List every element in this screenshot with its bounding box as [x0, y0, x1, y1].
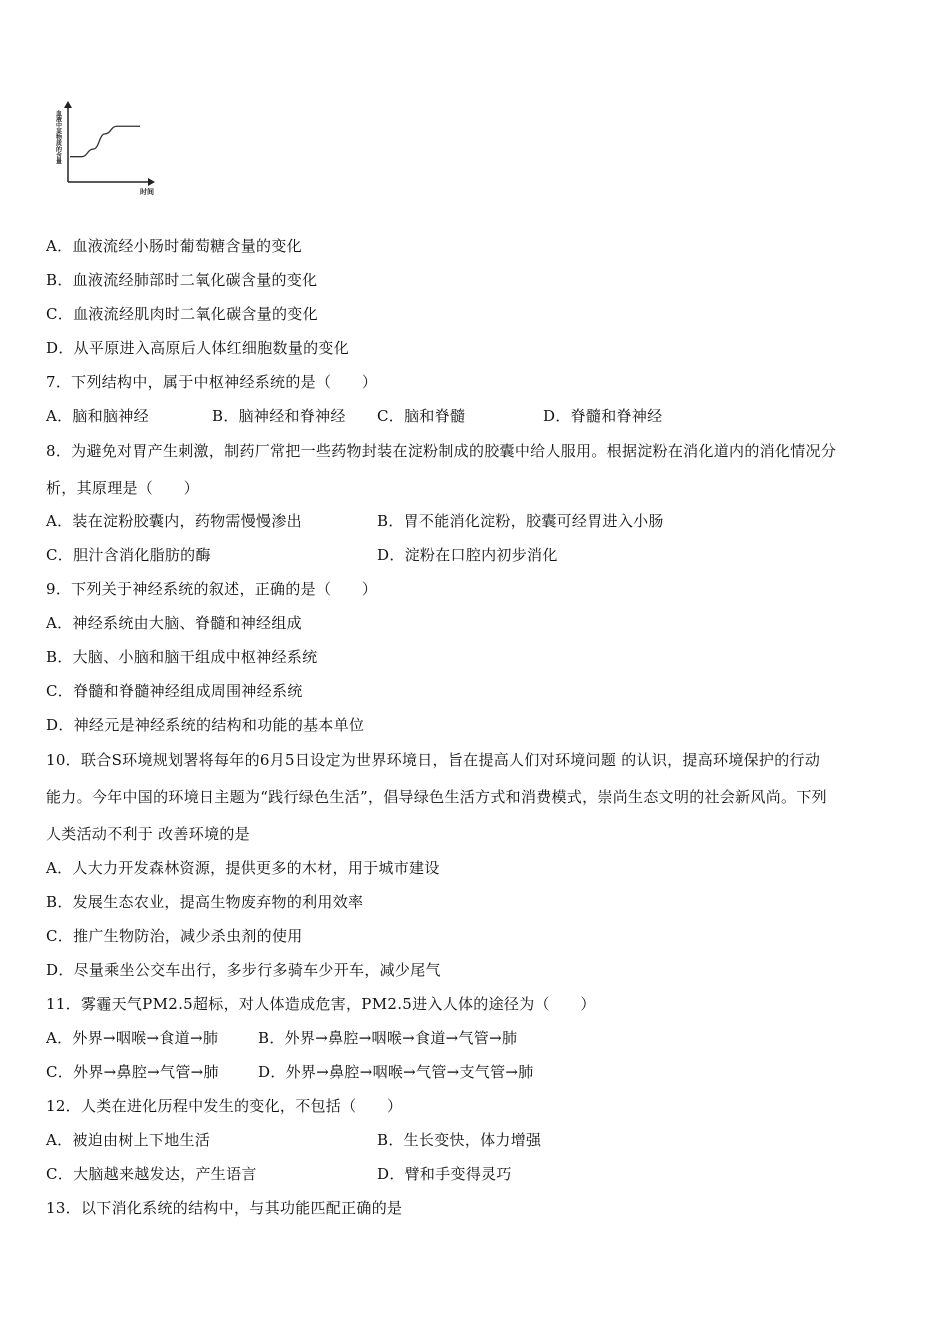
q11-option-d: D．外界→鼻腔→咽喉→气管→支气管→肺: [258, 1063, 534, 1081]
q11-option-a: A．外界→咽喉→食道→肺: [46, 1029, 219, 1047]
q9-stem: 9．下列关于神经系统的叙述，正确的是（ ）: [46, 580, 378, 598]
y-axis-label: 血液中某物质的含量: [54, 110, 62, 164]
q8-option-c: C．胆汁含消化脂肪的酶: [46, 546, 211, 564]
q10-stem-line1: 10．联合S环境规划署将每年的6月5日设定为世界环境日，旨在提高人们对环境问题 的认识，提高环境保护的行动: [46, 751, 821, 769]
series-line: [70, 126, 140, 156]
q8-option-d: D．淀粉在口腔内初步消化: [377, 546, 558, 564]
q7-option-a: A．脑和脑神经: [46, 407, 149, 425]
q10-option-c: C．推广生物防治，减少杀虫剂的使用: [46, 927, 303, 945]
q8-stem-line2: 析，其原理是（ ）: [46, 479, 200, 497]
q8-option-b: B．胃不能消化淀粉，胶囊可经胃进入小肠: [377, 512, 664, 530]
content-line-chart: [52, 100, 167, 200]
q7-stem: 7．下列结构中，属于中枢神经系统的是（ ）: [46, 373, 378, 391]
q12-option-c: C．大脑越来越发达，产生语言: [46, 1165, 257, 1183]
q7-option-b: B．脑神经和脊神经: [212, 407, 346, 425]
q11-option-c: C．外界→鼻腔→气管→肺: [46, 1063, 219, 1081]
q10-option-d: D．尽量乘坐公交车出行，多步行多骑车少开车，减少尾气: [46, 961, 441, 979]
q10-option-a: A．人大力开发森林资源，提供更多的木材，用于城市建设: [46, 859, 440, 877]
q7-option-c: C．脑和脊髓: [377, 407, 466, 425]
q9-option-c: C．脊髓和脊髓神经组成周围神经系统: [46, 682, 303, 700]
q8-stem-line1: 8．为避免对胃产生刺激，制药厂常把一些药物封装在淀粉制成的胶囊中给人服用。根据淀粉在消化道内的消化情况分: [46, 442, 837, 460]
q9-option-b: B．大脑、小脑和脑干组成中枢神经系统: [46, 648, 318, 666]
q12-option-a: A．被迫由树上下地生活: [46, 1131, 211, 1149]
q11-option-b: B．外界→鼻腔→咽喉→食道→气管→肺: [258, 1029, 518, 1047]
y-axis-arrow: [64, 101, 72, 108]
q6-option-a: A．血液流经小肠时葡萄糖含量的变化: [46, 237, 302, 255]
q9-option-a: A．神经系统由大脑、脊髓和神经组成: [46, 614, 302, 632]
q12-option-b: B．生长变快，体力增强: [377, 1131, 542, 1149]
q10-stem-line3: 人类活动不利于 改善环境的是: [46, 825, 250, 843]
q6-option-d: D．从平原进入高原后人体红细胞数量的变化: [46, 339, 350, 357]
q9-option-d: D．神经元是神经系统的结构和功能的基本单位: [46, 716, 365, 734]
q8-option-a: A．装在淀粉胶囊内，药物需慢慢渗出: [46, 512, 302, 530]
x-axis-arrow: [148, 178, 155, 186]
q12-option-d: D．臂和手变得灵巧: [377, 1165, 512, 1183]
q13-stem: 13．以下消化系统的结构中，与其功能匹配正确的是: [46, 1199, 403, 1217]
x-axis-label: 时间: [140, 188, 154, 196]
q12-stem: 12．人类在进化历程中发生的变化，不包括（ ）: [46, 1097, 403, 1115]
q7-option-d: D．脊髓和脊神经: [543, 407, 663, 425]
q10-stem-line2: 能力。今年中国的环境日主题为“践行绿色生活”，倡导绿色生活方式和消费模式，崇尚生态文明的社会新风尚。下列: [46, 788, 827, 806]
q6-option-b: B．血液流经肺部时二氧化碳含量的变化: [46, 271, 318, 289]
q11-stem: 11．雾霾天气PM2.5超标，对人体造成危害，PM2.5进入人体的途径为（ ）: [46, 995, 596, 1013]
q10-option-b: B．发展生态农业，提高生物废弃物的利用效率: [46, 893, 364, 911]
q6-option-c: C．血液流经肌肉时二氧化碳含量的变化: [46, 305, 318, 323]
